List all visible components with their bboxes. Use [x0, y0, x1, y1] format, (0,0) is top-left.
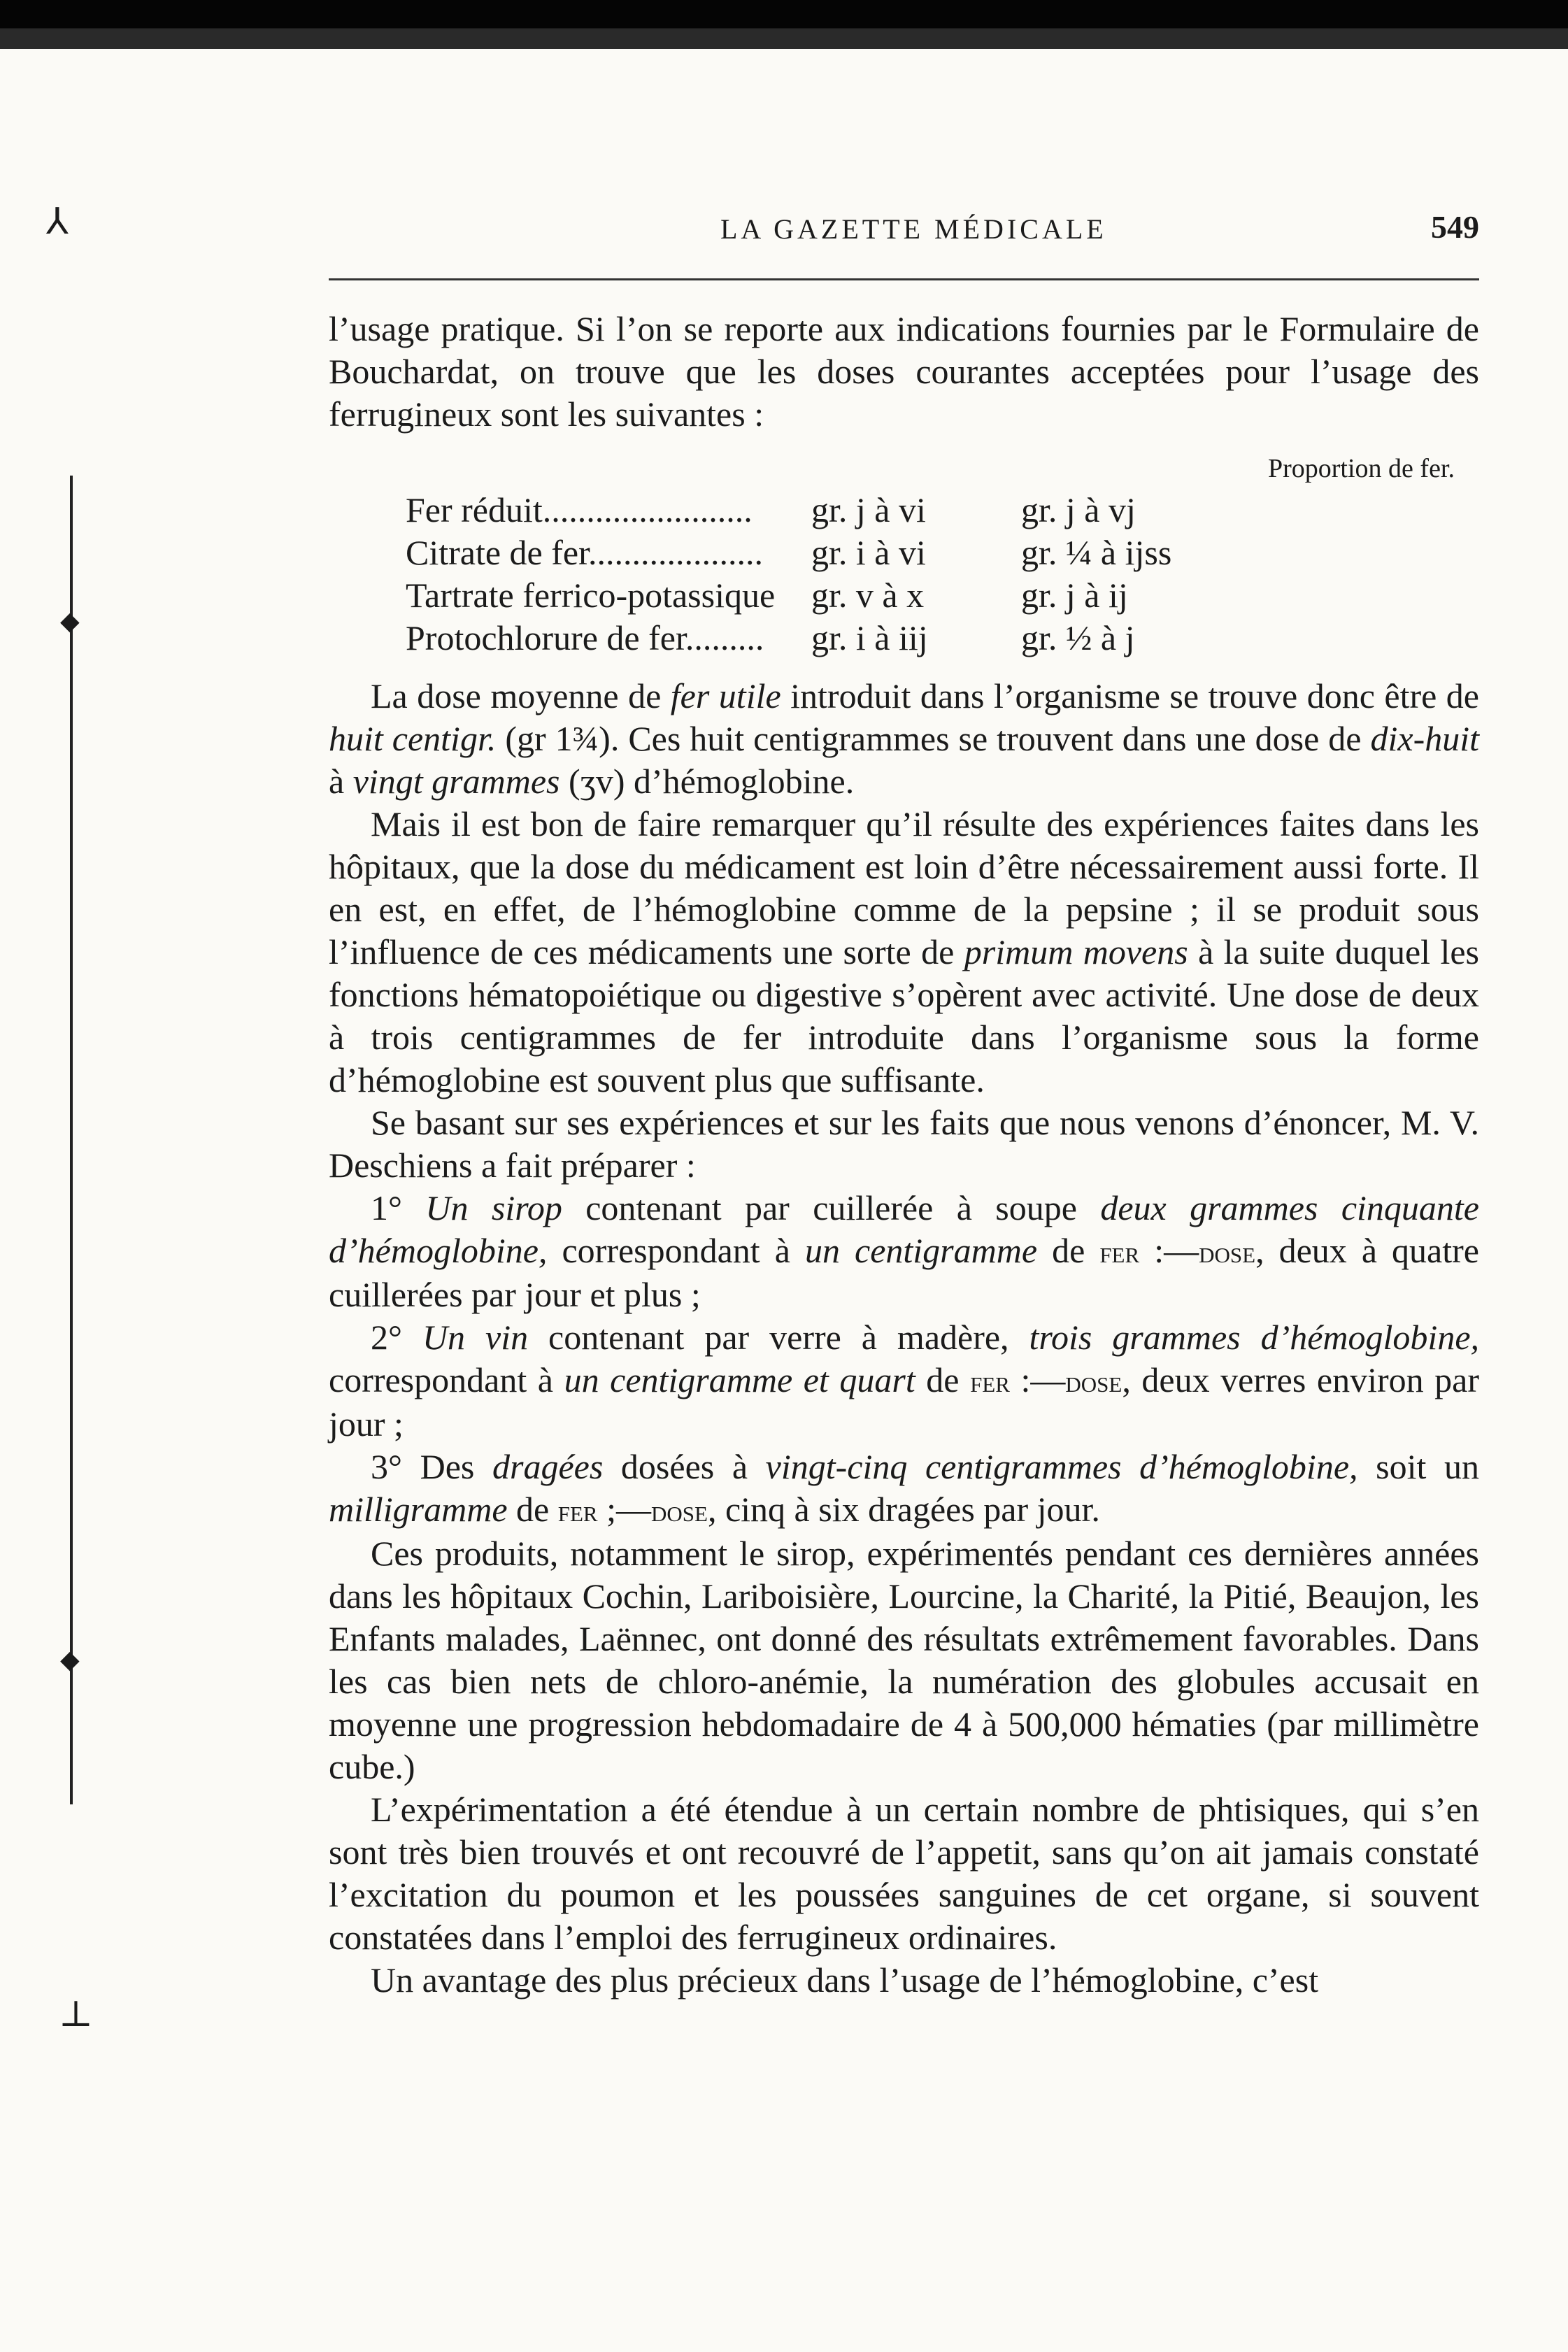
margin-mark-top-icon: ⅄ — [46, 202, 69, 242]
margin-knot-icon: ◆ — [60, 1646, 80, 1674]
row-name: Tartrate ferrico-potassique — [406, 576, 776, 615]
row-dose: gr. i à iij — [811, 618, 928, 657]
paragraph-avantage: Un avantage des plus précieux dans l’usage de l’hémoglobine, c’est — [371, 1960, 1319, 2000]
paragraph-dose-moyenne: La dose moyenne de fer utile introduit dans l’organisme se trouve donc être de huit centigr. (gr 1¾). Ces huit centigrammes se trouvent dans une dose de dix-huit à vingt grammes (ʒv) d’hémoglobine. — [329, 676, 1480, 801]
paragraph-produits: Ces produits, notamment le sirop, expérimentés pendant ces dernières années dans les hôpitaux Cochin, Lariboisière, Lourcine, la Charité, la Pitié, Beaujon, les Enfants malades, Laënnec, ont donné des résultats extrêmement favorables. Dans les cas bien nets de chloro-anémie, la numération des globules accusait en moyenne une progression hebdomadaire de 4 à 500,000 hématies (par millimètre cube.) — [329, 1534, 1479, 1786]
body-text — [329, 308, 1479, 2002]
dose-table — [329, 448, 1479, 660]
paragraph-phtisiques: L’expérimentation a été étendue à un certain nombre de phtisiques, qui s’en sont très bien trouvés et ont recouvré de l’appetit, sans qu’on ait jamais constaté l’excitation du poumon et les poussées sanguines de cet organe, si souvent constatées dans l’emploi des ferrugineux ordinaires. — [329, 1790, 1479, 1957]
list-item-vin: 2° Un vin contenant par verre à madère, trois grammes d’hémoglobine, correspondant à un centigramme et quart de fer :—dose, deux verres environ par jour ; — [329, 1318, 1480, 1444]
margin-binding-marks — [42, 202, 93, 2098]
table-row — [406, 574, 1171, 617]
page-header — [329, 208, 1479, 250]
list-item-dragees: 3° Des dragées dosées à vingt-cinq centigrammes d’hémoglobine, soit un milligramme de fer ;—dose, cinq à six dragées par jour. — [329, 1447, 1479, 1529]
margin-knot-icon: ◆ — [60, 607, 80, 635]
row-proportion: gr. j à ij — [1021, 576, 1128, 615]
binding-line — [70, 476, 73, 1804]
table-row — [406, 617, 1171, 660]
intro-paragraph: l’usage pratique. Si l’on se reporte aux indications fournies par le Formulaire de Bouchardat, on trouve que les doses courantes acceptées pour l’usage des ferrugineux sont les suivantes : — [329, 309, 1479, 434]
header-rule — [329, 278, 1479, 280]
table-header: Proportion de fer. — [1267, 454, 1455, 483]
row-dose: gr. j à vi — [811, 490, 926, 529]
row-name: Citrate de fer.................... — [406, 533, 763, 572]
paragraph-hopitaux: Mais il est bon de faire remarquer qu’il résulte des expériences faites dans les hôpitaux, que la dose du médicament est loin d’être nécessairement aussi forte. Il en est, en effet, de l’hémoglobine comme de la pepsine ; il se produit sous l’influence de ces médicaments une sorte de primum movens à la suite duquel les fonctions hématopoiétique ou digestive s’opèrent avec activité. Une dose de deux à trois centigrammes de fer introduite dans l’organisme sous la forme d’hémoglobine est souvent plus que suffisante. — [329, 804, 1479, 1099]
table-row — [406, 532, 1171, 574]
table-row — [406, 489, 1171, 532]
row-proportion: gr. ¼ à ijss — [1021, 533, 1172, 572]
row-proportion: gr. j à vj — [1021, 490, 1136, 529]
margin-mark-bottom-icon: ⊥ — [59, 1995, 93, 2034]
paragraph-deschiens: Se basant sur ses expériences et sur les faits que nous venons d’énoncer, M. V. Deschiens a fait préparer : — [329, 1103, 1479, 1185]
row-name: Fer réduit........................ — [406, 490, 753, 529]
scan-top-edge — [0, 0, 1568, 49]
row-proportion: gr. ½ à j — [1021, 618, 1135, 657]
row-name: Protochlorure de fer......... — [406, 618, 764, 657]
running-title: LA GAZETTE MÉDICALE — [720, 213, 1107, 245]
row-dose: gr. i à vi — [811, 533, 926, 572]
page-number: 549 — [1431, 209, 1479, 245]
list-item-sirop: 1° Un sirop contenant par cuillerée à soupe deux grammes cinquante d’hémoglobine, correspondant à un centigramme de fer :—dose, deux à quatre cuillerées par jour et plus ; — [329, 1188, 1479, 1314]
row-dose: gr. v à x — [811, 576, 925, 615]
